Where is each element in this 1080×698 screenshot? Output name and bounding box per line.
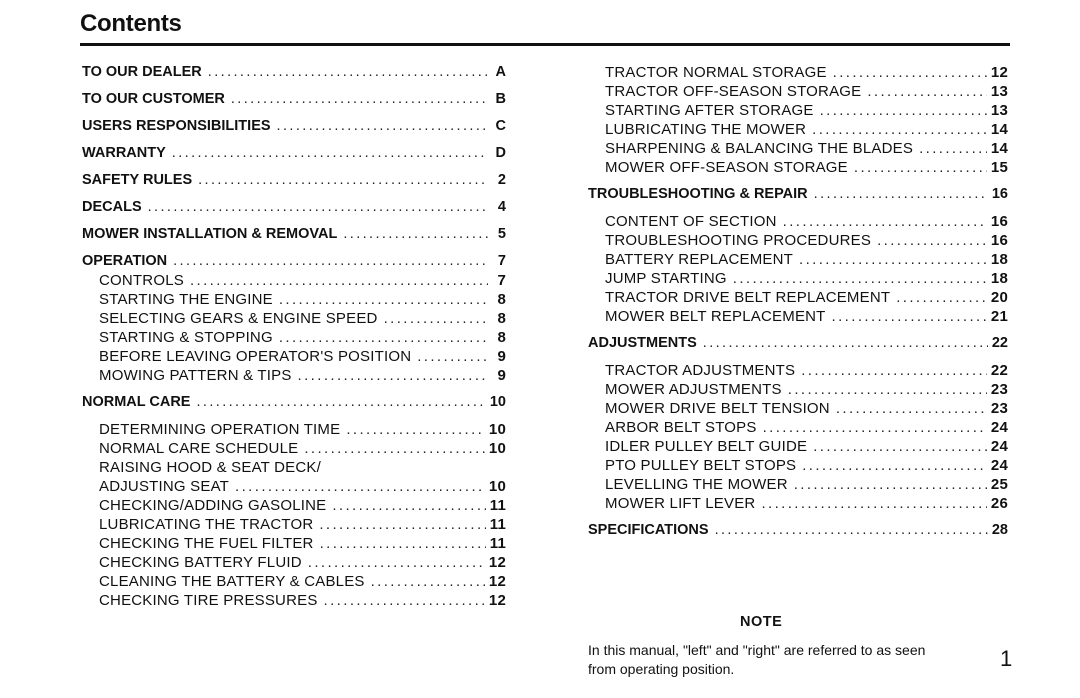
toc-entry-selecting-gears[interactable]: SELECTING GEARS & ENGINE SPEED ..... 8 bbox=[82, 309, 506, 328]
leader-dots bbox=[813, 437, 987, 456]
toc-entry-mower-off-season-storage[interactable]: MOWER OFF-SEASON STORAGE ..... 15 bbox=[588, 158, 1008, 177]
leader-dots bbox=[761, 494, 986, 513]
leader-dots bbox=[801, 361, 987, 380]
note-text: In this manual, "left" and "right" are referred to as seen from operating position. bbox=[588, 642, 926, 677]
title-rule bbox=[80, 43, 1010, 46]
toc-entry-adjustments[interactable]: ADJUSTMENTS ..... 22 bbox=[588, 334, 1008, 353]
toc-entry-operation[interactable]: OPERATION ..... 7 bbox=[82, 252, 506, 271]
leader-dots bbox=[836, 399, 987, 418]
toc-entry-mower-drive-belt-tension[interactable]: MOWER DRIVE BELT TENSION ..... 23 bbox=[588, 399, 1008, 418]
toc-entry-warranty[interactable]: WARRANTY ..... D bbox=[82, 144, 506, 163]
toc-entry-sharpening-blades[interactable]: SHARPENING & BALANCING THE BLADES ..... 14 bbox=[588, 139, 1008, 158]
leader-dots bbox=[196, 393, 485, 412]
leader-dots bbox=[820, 101, 987, 120]
toc-entry-starting-the-engine[interactable]: STARTING THE ENGINE ..... 8 bbox=[82, 290, 506, 309]
leader-dots bbox=[346, 420, 485, 439]
leader-dots bbox=[919, 139, 987, 158]
leader-dots bbox=[319, 515, 485, 534]
toc-entry-starting-after-storage[interactable]: STARTING AFTER STORAGE ..... 13 bbox=[588, 101, 1008, 120]
toc-entry-mowing-pattern[interactable]: MOWING PATTERN & TIPS ..... 9 bbox=[82, 366, 506, 385]
toc-entry-lubricating-tractor[interactable]: LUBRICATING THE TRACTOR ..... 11 bbox=[82, 515, 506, 534]
toc-entry-mower-lift-lever[interactable]: MOWER LIFT LEVER ..... 26 bbox=[588, 494, 1008, 513]
toc-entry-before-leaving[interactable]: BEFORE LEAVING OPERATOR'S POSITION ..... 9 bbox=[82, 347, 506, 366]
toc-entry-to-our-customer[interactable]: TO OUR CUSTOMER ..... B bbox=[82, 90, 506, 109]
leader-dots bbox=[308, 553, 485, 572]
leader-dots bbox=[304, 439, 485, 458]
toc-entry-determining-operation-time[interactable]: DETERMINING OPERATION TIME ..... 10 bbox=[82, 420, 506, 439]
leader-dots bbox=[877, 231, 987, 250]
leader-dots bbox=[371, 572, 485, 591]
toc-entry-normal-care[interactable]: NORMAL CARE ..... 10 bbox=[82, 393, 506, 412]
toc-entry-arbor-belt-stops[interactable]: ARBOR BELT STOPS ..... 24 bbox=[588, 418, 1008, 437]
toc-entry-checking-battery-fluid[interactable]: CHECKING BATTERY FLUID ..... 12 bbox=[82, 553, 506, 572]
toc-entry-levelling-the-mower[interactable]: LEVELLING THE MOWER ..... 25 bbox=[588, 475, 1008, 494]
leader-dots bbox=[320, 534, 486, 553]
toc-entry-users-responsibilities[interactable]: USERS RESPONSIBILITIES ..... C bbox=[82, 117, 506, 136]
leader-dots bbox=[332, 496, 485, 515]
toc-entry-battery-replacement[interactable]: BATTERY REPLACEMENT ..... 18 bbox=[588, 250, 1008, 269]
leader-dots bbox=[833, 63, 987, 82]
toc-right-column bbox=[588, 63, 1008, 548]
toc-entry-checking-fuel-filter[interactable]: CHECKING THE FUEL FILTER ..... 11 bbox=[82, 534, 506, 553]
leader-dots bbox=[783, 212, 987, 231]
toc-entry-adjusting-seat[interactable]: ADJUSTING SEAT ..... 10 bbox=[82, 477, 506, 496]
toc-entry-starting-stopping[interactable]: STARTING & STOPPING ..... 8 bbox=[82, 328, 506, 347]
leader-dots bbox=[279, 328, 488, 347]
toc-entry-controls[interactable]: CONTROLS ..... 7 bbox=[82, 271, 506, 290]
leader-dots bbox=[854, 158, 987, 177]
toc-entry-mower-belt-replacement[interactable]: MOWER BELT REPLACEMENT ..... 21 bbox=[588, 307, 1008, 326]
toc-entry-pto-pulley-belt-stops[interactable]: PTO PULLEY BELT STOPS ..... 24 bbox=[588, 456, 1008, 475]
toc-entry-decals[interactable]: DECALS ..... 4 bbox=[82, 198, 506, 217]
leader-dots bbox=[867, 82, 987, 101]
leader-dots bbox=[814, 185, 988, 204]
toc-entry-to-our-dealer[interactable]: TO OUR DEALER ..... A bbox=[82, 63, 506, 82]
leader-dots bbox=[802, 456, 987, 475]
leader-dots bbox=[173, 252, 488, 271]
leader-dots bbox=[172, 144, 488, 163]
leader-dots bbox=[208, 63, 488, 82]
toc-entry-troubleshooting-repair[interactable]: TROUBLESHOOTING & REPAIR ..... 16 bbox=[588, 185, 1008, 204]
page-number: 1 bbox=[1000, 646, 1013, 671]
toc-entry-tractor-adjustments[interactable]: TRACTOR ADJUSTMENTS ..... 22 bbox=[588, 361, 1008, 380]
toc-entry-tractor-normal-storage[interactable]: TRACTOR NORMAL STORAGE ..... 12 bbox=[588, 63, 1008, 82]
leader-dots bbox=[235, 477, 485, 496]
toc-left-column bbox=[82, 63, 506, 610]
leader-dots bbox=[832, 307, 987, 326]
page-title: Contents bbox=[80, 10, 182, 37]
toc-entry-cleaning-battery[interactable]: CLEANING THE BATTERY & CABLES ..... 12 bbox=[82, 572, 506, 591]
leader-dots bbox=[277, 117, 488, 136]
toc-entry-jump-starting[interactable]: JUMP STARTING ..... 18 bbox=[588, 269, 1008, 288]
toc-entry-idler-pulley-belt-guide[interactable]: IDLER PULLEY BELT GUIDE ..... 24 bbox=[588, 437, 1008, 456]
leader-dots bbox=[794, 475, 987, 494]
leader-dots bbox=[231, 90, 488, 109]
toc-entry-tractor-drive-belt-replacement[interactable]: TRACTOR DRIVE BELT REPLACEMENT ..... 20 bbox=[588, 288, 1008, 307]
toc-entry-lubricating-mower[interactable]: LUBRICATING THE MOWER ..... 14 bbox=[588, 120, 1008, 139]
toc-entry-tractor-off-season-storage[interactable]: TRACTOR OFF-SEASON STORAGE ..... 13 bbox=[588, 82, 1008, 101]
leader-dots bbox=[763, 418, 987, 437]
leader-dots bbox=[715, 521, 988, 540]
leader-dots bbox=[324, 591, 485, 610]
leader-dots bbox=[733, 269, 987, 288]
leader-dots bbox=[417, 347, 488, 366]
leader-dots bbox=[279, 290, 488, 309]
note-heading: NOTE bbox=[740, 614, 783, 630]
leader-dots bbox=[190, 271, 488, 290]
leader-dots bbox=[384, 309, 488, 328]
leader-dots bbox=[788, 380, 987, 399]
leader-dots bbox=[298, 366, 488, 385]
leader-dots bbox=[148, 198, 488, 217]
toc-entry-checking-adding-gasoline[interactable]: CHECKING/ADDING GASOLINE ..... 11 bbox=[82, 496, 506, 515]
toc-entry-checking-tire-pressures[interactable]: CHECKING TIRE PRESSURES ..... 12 bbox=[82, 591, 506, 610]
toc-entry-raising-hood: RAISING HOOD & SEAT DECK/ bbox=[99, 459, 321, 476]
toc-entry-mower-installation[interactable]: MOWER INSTALLATION & REMOVAL ..... 5 bbox=[82, 225, 506, 244]
toc-entry-troubleshooting-procedures[interactable]: TROUBLESHOOTING PROCEDURES ..... 16 bbox=[588, 231, 1008, 250]
leader-dots bbox=[896, 288, 987, 307]
toc-entry-content-of-section[interactable]: CONTENT OF SECTION ..... 16 bbox=[588, 212, 1008, 231]
toc-entry-specifications[interactable]: SPECIFICATIONS ..... 28 bbox=[588, 521, 1008, 540]
toc-entry-normal-care-schedule[interactable]: NORMAL CARE SCHEDULE ..... 10 bbox=[82, 439, 506, 458]
leader-dots bbox=[343, 225, 488, 244]
leader-dots bbox=[198, 171, 488, 190]
leader-dots bbox=[703, 334, 988, 353]
toc-entry-mower-adjustments[interactable]: MOWER ADJUSTMENTS ..... 23 bbox=[588, 380, 1008, 399]
leader-dots bbox=[799, 250, 987, 269]
toc-entry-safety-rules[interactable]: SAFETY RULES ..... 2 bbox=[82, 171, 506, 190]
leader-dots bbox=[812, 120, 987, 139]
